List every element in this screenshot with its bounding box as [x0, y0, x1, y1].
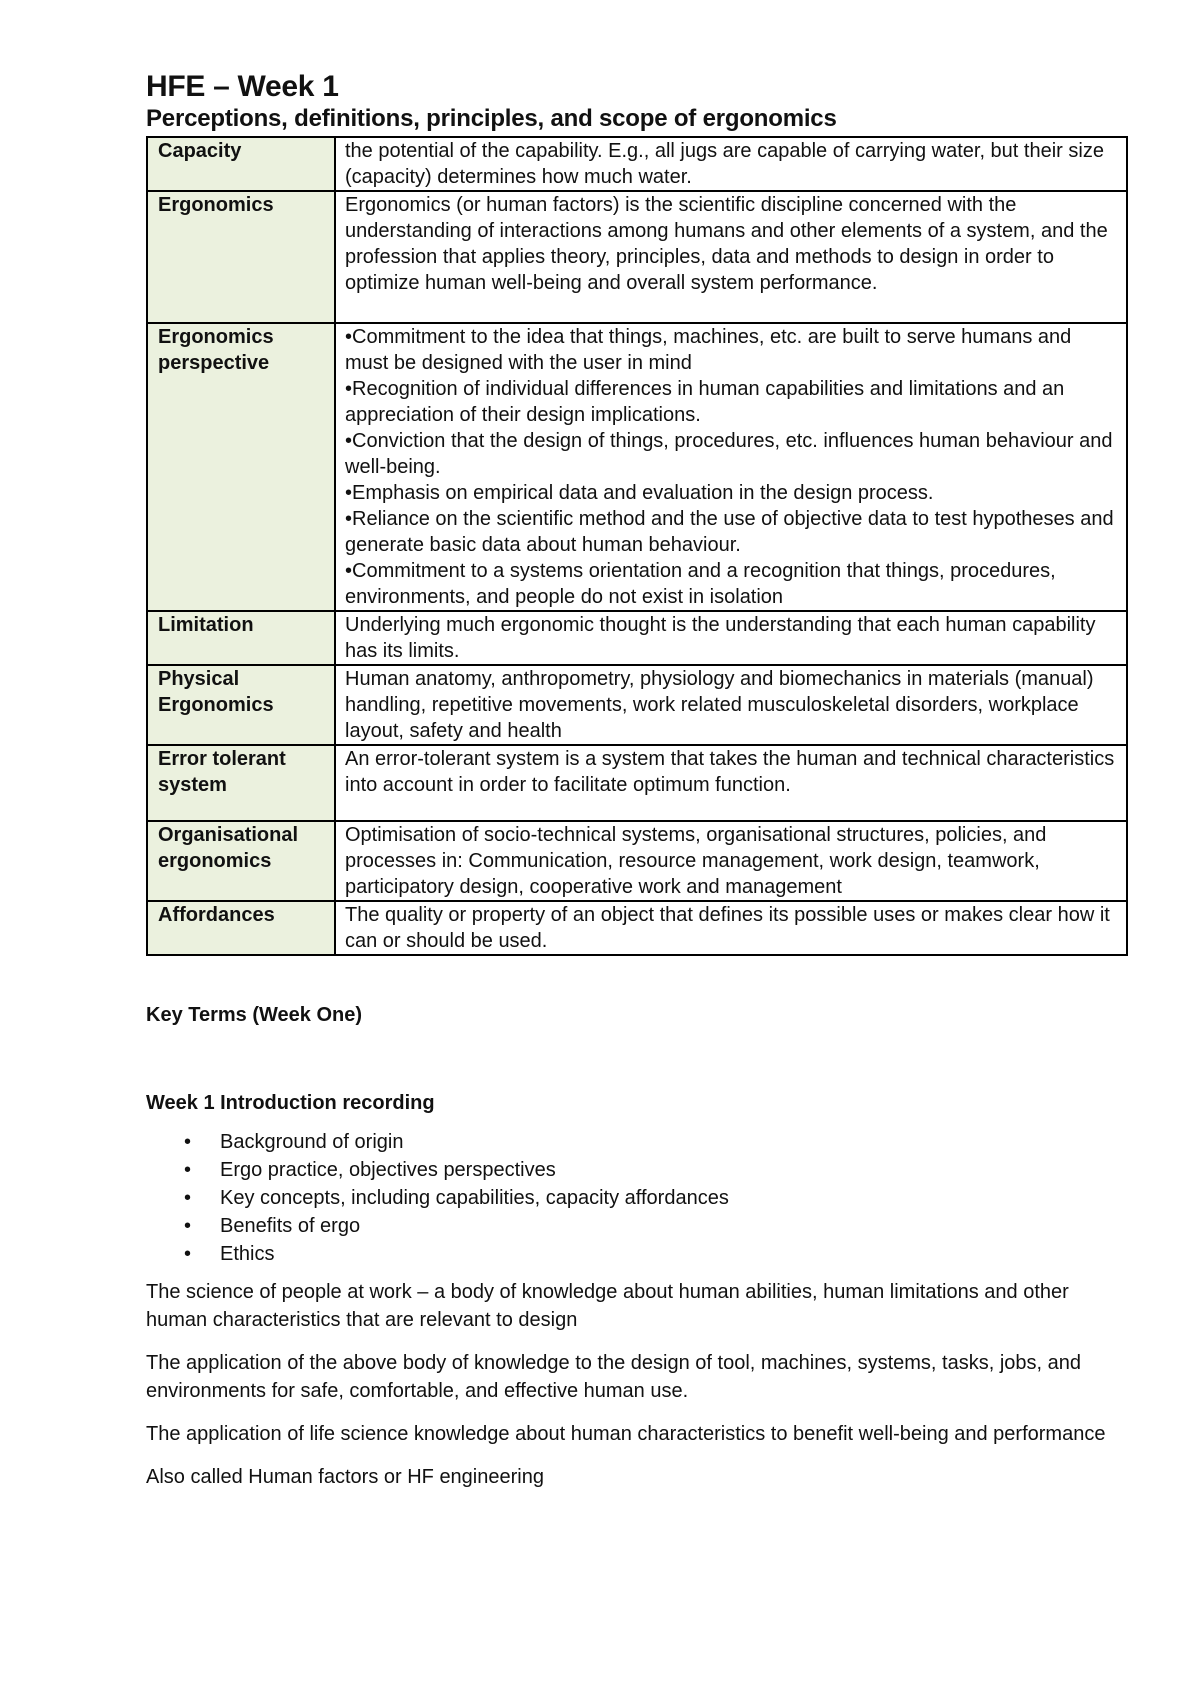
bullet-icon: • [184, 1131, 192, 1153]
definition-cell [335, 821, 1127, 901]
document-page [146, 70, 1128, 1506]
bullet-icon: • [184, 1187, 192, 1209]
definition-cell [335, 901, 1127, 955]
list-item [146, 1156, 1128, 1184]
recording-list [146, 1128, 1128, 1268]
bullet-icon: • [184, 1243, 192, 1265]
definition-line: •Emphasis on empirical data and evaluation in the design process. [345, 482, 934, 504]
definition-cell [335, 745, 1127, 821]
term-cell: Affordances [147, 901, 335, 955]
table-row [147, 901, 1127, 955]
definition-cell [335, 323, 1127, 611]
definition-line: Optimisation of socio-technical systems, organisational structures, policies, and processes in: Communication, resource management, work design, teamwork, participatory design, cooperative work and management [345, 824, 1047, 898]
list-item [146, 1240, 1128, 1268]
table-row [147, 821, 1127, 901]
definition-line: Ergonomics (or human factors) is the scientific discipline concerned with the understanding of interactions among humans and other elements of a system, and the profession that applies theory, principles, data and methods to design in order to optimize human well-being and overall system performance. [345, 194, 1108, 294]
body-paragraphs [146, 1278, 1128, 1491]
list-item [146, 1128, 1128, 1156]
bullet-icon: • [184, 1215, 192, 1237]
definition-line: Underlying much ergonomic thought is the understanding that each human capability has its limits. [345, 614, 1096, 662]
definition-cell [335, 191, 1127, 323]
definition-line: the potential of the capability. E.g., all jugs are capable of carrying water, but their size (capacity) determines how much water. [345, 140, 1104, 188]
definition-line: •Commitment to the idea that things, machines, etc. are built to serve humans and must be designed with the user in mind [345, 326, 1072, 374]
terms-table [146, 136, 1128, 956]
definition-line: •Commitment to a systems orientation and a recognition that things, procedures, environments, and people do not exist in isolation [345, 560, 1056, 608]
document-title: HFE – Week 1 [146, 70, 339, 103]
paragraph: Also called Human factors or HF engineering [146, 1466, 544, 1488]
bullet-icon: • [184, 1159, 192, 1181]
table-row [147, 323, 1127, 611]
definition-line: •Reliance on the scientific method and the use of objective data to test hypotheses and generate basic data about human behaviour. [345, 508, 1114, 556]
definition-line: The quality or property of an object that defines its possible uses or makes clear how it can or should be used. [345, 904, 1110, 952]
definition-cell [335, 665, 1127, 745]
term-cell: Ergonomics perspective [147, 323, 335, 611]
term-cell: Error tolerant system [147, 745, 335, 821]
list-item-text: Benefits of ergo [220, 1215, 361, 1237]
term-cell: Organisational ergonomics [147, 821, 335, 901]
list-item [146, 1184, 1128, 1212]
list-item-text: Ergo practice, objectives perspectives [220, 1159, 556, 1181]
term-cell: Physical Ergonomics [147, 665, 335, 745]
term-cell: Capacity [147, 137, 335, 191]
term-cell: Ergonomics [147, 191, 335, 323]
paragraph: The application of the above body of knowledge to the design of tool, machines, systems, tasks, jobs, and environments for safe, comfortable, and effective human use. [146, 1352, 1081, 1402]
definition-line: •Conviction that the design of things, procedures, etc. influences human behaviour and well-being. [345, 430, 1113, 478]
paragraph: The application of life science knowledge about human characteristics to benefit well-being and performance [146, 1423, 1106, 1445]
term-cell: Limitation [147, 611, 335, 665]
paragraph: The science of people at work – a body of knowledge about human abilities, human limitations and other human characteristics that are relevant to design [146, 1281, 1069, 1331]
table-row [147, 137, 1127, 191]
list-item-text: Background of origin [220, 1131, 404, 1153]
definition-line: •Recognition of individual differences in human capabilities and limitations and an appreciation of their design implications. [345, 378, 1065, 426]
table-row [147, 665, 1127, 745]
table-row [147, 191, 1127, 323]
list-item-text: Key concepts, including capabilities, capacity affordances [220, 1187, 729, 1209]
definition-cell [335, 137, 1127, 191]
list-item-text: Ethics [220, 1243, 275, 1265]
definition-cell [335, 611, 1127, 665]
list-item [146, 1212, 1128, 1240]
recording-heading: Week 1 Introduction recording [146, 1092, 435, 1114]
key-terms-heading: Key Terms (Week One) [146, 1004, 363, 1026]
definition-line: Human anatomy, anthropometry, physiology and biomechanics in materials (manual) handling, repetitive movements, work related musculoskeletal disorders, workplace layout, safety and health [345, 668, 1094, 742]
definition-line: An error-tolerant system is a system that takes the human and technical characteristics into account in order to facilitate optimum function. [345, 748, 1115, 796]
table-row [147, 611, 1127, 665]
table-row [147, 745, 1127, 821]
document-subtitle: Perceptions, definitions, principles, and scope of ergonomics [146, 105, 837, 132]
